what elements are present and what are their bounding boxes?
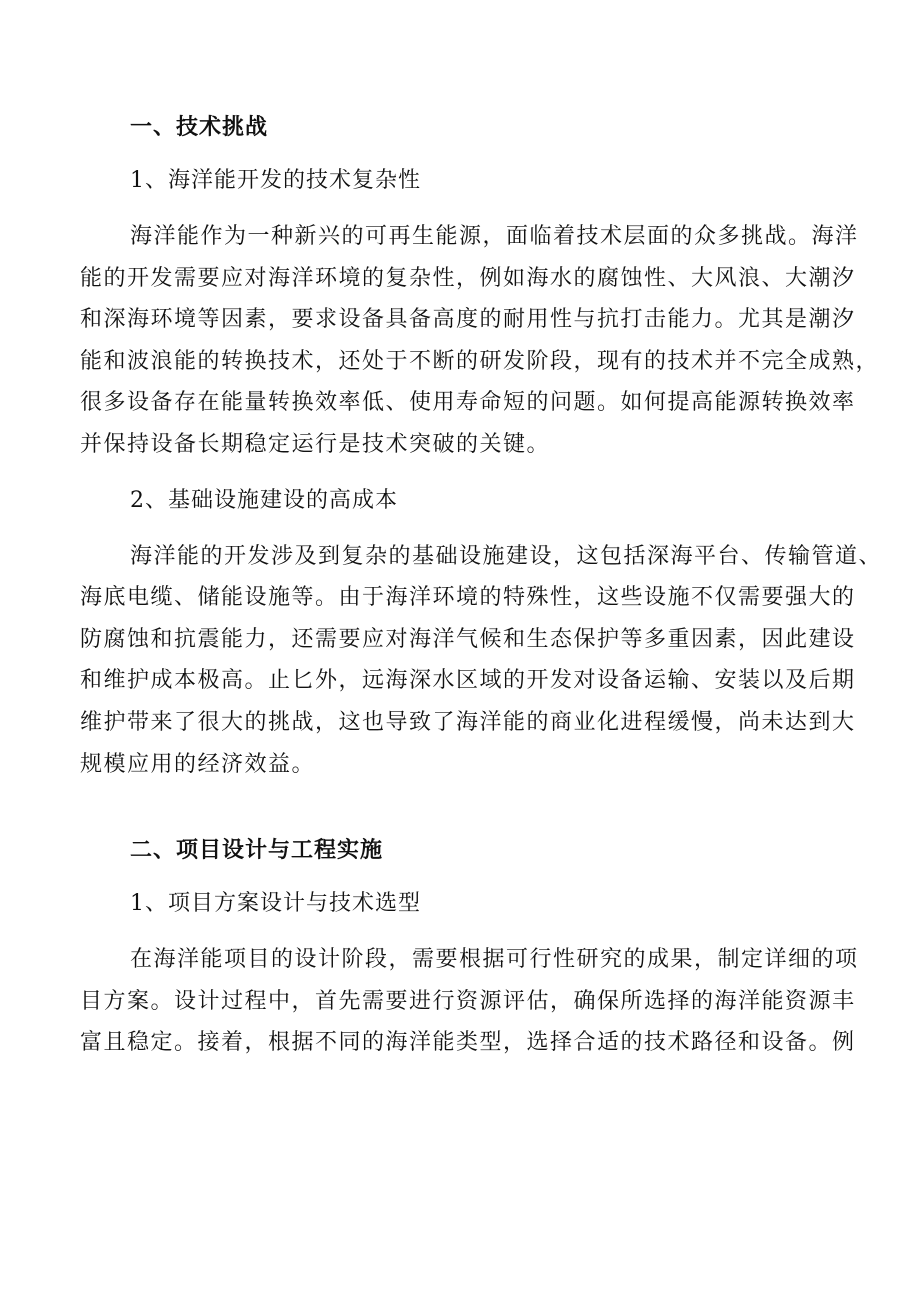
paragraph-1-1 [80, 216, 880, 466]
paragraph-line: 能的开发需要应对海洋环境的复杂性，例如海水的腐蚀性、大风浪、大潮汐 [80, 265, 856, 291]
paragraph-line: 海洋能的开发涉及到复杂的基础设施建设，这包括深海平台、传输管道、 [130, 543, 883, 569]
paragraph-line: 和深海环境等因素，要求设备具备高度的耐用性与抗打击能力。尤其是潮汐 [80, 307, 856, 333]
paragraph-line: 很多设备存在能量转换效率低、使用寿命短的问题。如何提高能源转换效率 [80, 390, 856, 416]
paragraph-line: 能和波浪能的转换技术，还处于不断的研发阶段，现有的技术并不完全成熟， [80, 348, 880, 374]
paragraph-line: 防腐蚀和抗震能力，还需要应对海洋气候和生态保护等多重因素，因此建设 [80, 626, 856, 652]
subsection-title-1-1: 1、海洋能开发的技术复杂性 [130, 168, 421, 193]
paragraph-line: 海底电缆、储能设施等。由于海洋环境的特殊性，这些设施不仅需要强大的 [80, 585, 856, 611]
paragraph-line: 规模应用的经济效益。 [80, 751, 316, 777]
paragraph-line: 维护带来了很大的挑战，这也导致了海洋能的商业化进程缓慢，尚未达到大 [80, 709, 856, 735]
document-body [80, 108, 883, 1080]
paragraph-2-1 [80, 939, 859, 1064]
paragraph-line: 海洋能作为一种新兴的可再生能源，面临着技术层面的众多挑战。海洋 [130, 224, 859, 249]
paragraph-line: 和维护成本极高。止匕外，远海深水区域的开发对设备运输、安装以及后期 [80, 668, 856, 694]
subsection-title-1-2: 2、基础设施建设的高成本 [130, 487, 398, 513]
section-heading-2: 二、项目设计与工程实施 [130, 837, 384, 864]
paragraph-line: 目方案。设计过程中，首先需要进行资源评估，确保所选择的海洋能资源丰 [80, 988, 856, 1014]
paragraph-line: 并保持设备长期稳定运行是技术突破的关键。 [80, 431, 551, 457]
paragraph-line: 富且稳定。接着，根据不同的海洋能类型，选择合适的技术路径和设备。例 [80, 1030, 856, 1056]
paragraph-line: 在海洋能项目的设计阶段，需要根据可行性研究的成果，制定详细的项 [130, 947, 859, 973]
section-heading-1: 一、技术挑战 [130, 114, 269, 140]
subsection-title-2-1: 1、项目方案设计与技术选型 [130, 891, 421, 917]
paragraph-1-2 [80, 536, 883, 786]
